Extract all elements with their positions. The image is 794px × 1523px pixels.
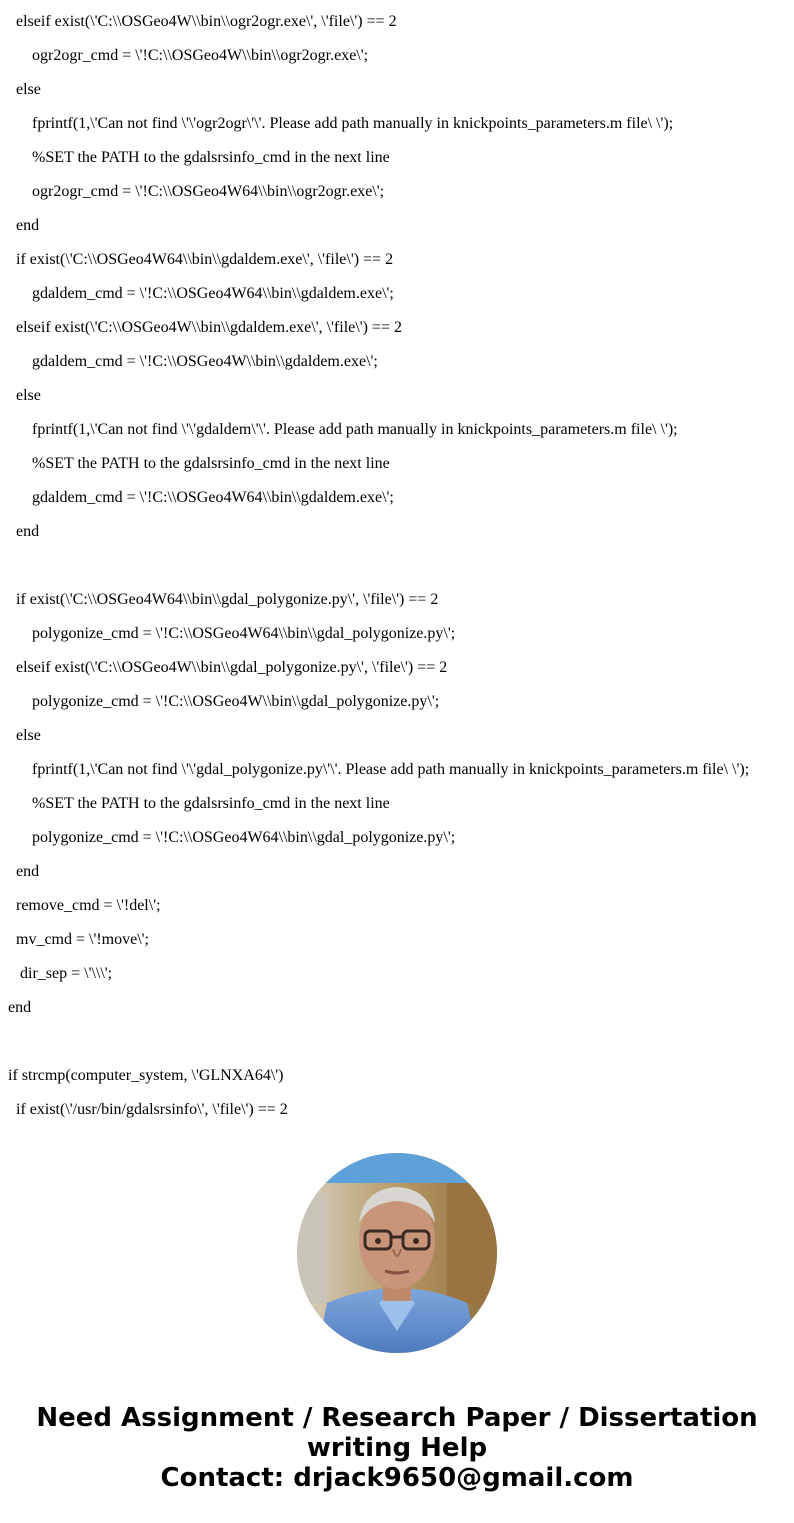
- code-line: if exist(\'C:\\OSGeo4W64\\bin\\gdal_polygonize.py\', \'file\') == 2: [16, 591, 439, 608]
- code-line: ogr2ogr_cmd = \'!C:\\OSGeo4W\\bin\\ogr2ogr.exe\';: [32, 47, 369, 64]
- code-line: %SET the PATH to the gdalsrsinfo_cmd in the next line: [32, 455, 390, 472]
- code-line: end: [16, 523, 40, 540]
- code-line: elseif exist(\'C:\\OSGeo4W\\bin\\gdaldem.exe\', \'file\') == 2: [16, 319, 402, 336]
- footer-line-2: writing Help: [306, 1433, 488, 1463]
- code-line: gdaldem_cmd = \'!C:\\OSGeo4W\\bin\\gdaldem.exe\';: [32, 353, 378, 370]
- code-line: gdaldem_cmd = \'!C:\\OSGeo4W64\\bin\\gdaldem.exe\';: [32, 489, 394, 506]
- code-line: gdaldem_cmd = \'!C:\\OSGeo4W64\\bin\\gdaldem.exe\';: [32, 285, 394, 302]
- code-line: fprintf(1,\'Can not find \'\'gdaldem\'\'. Please add path manually in knickpoints_parameters.m file\ \');: [32, 421, 678, 438]
- code-listing: [0, 10, 794, 1132]
- code-line: dir_sep = \'\\\';: [20, 965, 113, 982]
- code-line: fprintf(1,\'Can not find \'\'gdal_polygonize.py\'\'. Please add path manually in knickpoints_parameters.m file\ \');: [32, 761, 750, 778]
- code-line: polygonize_cmd = \'!C:\\OSGeo4W64\\bin\\gdal_polygonize.py\';: [32, 829, 456, 846]
- code-line: %SET the PATH to the gdalsrsinfo_cmd in the next line: [32, 795, 390, 812]
- footer-contact: Contact: drjack9650@gmail.com: [160, 1463, 634, 1493]
- code-line: else: [16, 81, 41, 98]
- footer-banner: [0, 1403, 794, 1493]
- code-line: polygonize_cmd = \'!C:\\OSGeo4W64\\bin\\gdal_polygonize.py\';: [32, 625, 456, 642]
- code-line: if exist(\'C:\\OSGeo4W64\\bin\\gdaldem.exe\', \'file\') == 2: [16, 251, 394, 268]
- author-avatar: [297, 1153, 497, 1353]
- code-line: fprintf(1,\'Can not find \'\'ogr2ogr\'\'. Please add path manually in knickpoints_parameters.m file\ \');: [32, 115, 674, 132]
- code-line: ogr2ogr_cmd = \'!C:\\OSGeo4W64\\bin\\ogr2ogr.exe\';: [32, 183, 385, 200]
- code-line: elseif exist(\'C:\\OSGeo4W\\bin\\ogr2ogr.exe\', \'file\') == 2: [16, 13, 397, 30]
- code-line: else: [16, 387, 41, 404]
- code-line: polygonize_cmd = \'!C:\\OSGeo4W\\bin\\gdal_polygonize.py\';: [32, 693, 440, 710]
- footer-line-1: Need Assignment / Research Paper / Dissertation: [36, 1403, 758, 1433]
- code-line: else: [16, 727, 41, 744]
- code-line: elseif exist(\'C:\\OSGeo4W\\bin\\gdal_polygonize.py\', \'file\') == 2: [16, 659, 448, 676]
- code-line: end: [16, 217, 40, 234]
- code-line: end: [8, 999, 32, 1016]
- code-line: mv_cmd = \'!move\';: [16, 931, 149, 948]
- code-line: [0, 554, 794, 588]
- code-line: if strcmp(computer_system, \'GLNXA64\'): [8, 1067, 284, 1084]
- code-line: %SET the PATH to the gdalsrsinfo_cmd in the next line: [32, 149, 390, 166]
- code-line: if exist(\'/usr/bin/gdalsrsinfo\', \'file\') == 2: [16, 1101, 288, 1118]
- code-line: remove_cmd = \'!del\';: [16, 897, 161, 914]
- code-line: [0, 1030, 794, 1064]
- code-line: end: [16, 863, 40, 880]
